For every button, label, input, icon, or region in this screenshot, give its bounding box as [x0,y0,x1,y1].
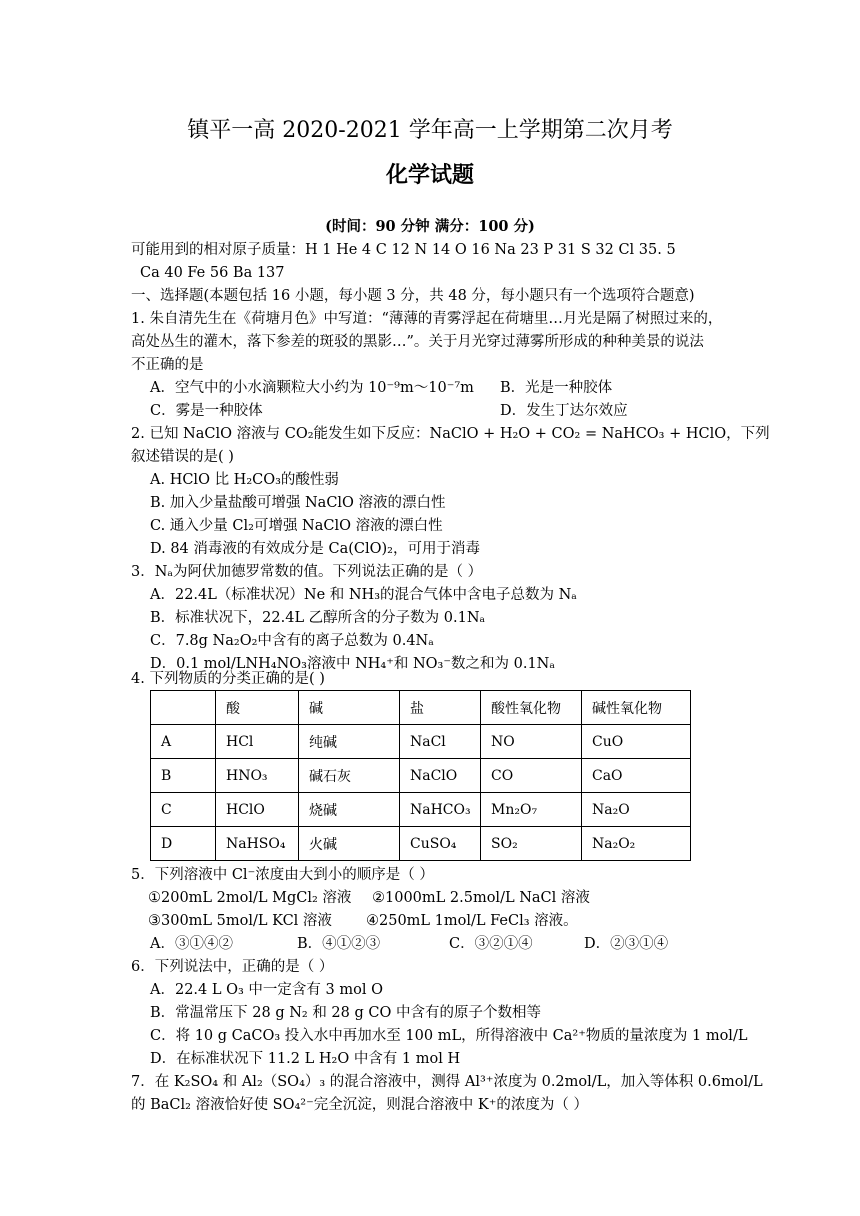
q5-option-c: C．③②①④ [449,936,533,952]
table-cell: HClO [216,793,299,827]
q2-option-b: B. 加入少量盐酸可增强 NaClO 溶液的漂白性 [150,495,446,511]
table-header-cell: 酸性氧化物 [481,691,582,725]
q3-option-b: B．标准状况下，22.4L 乙醇所含的分子数为 0.1Nₐ [150,610,486,626]
q3-stem: 3．Nₐ为阿伏加德罗常数的值。下列说法正确的是（ ） [131,564,483,580]
table-header-cell: 碱 [299,691,400,725]
table-cell: A [151,725,216,759]
q5-item-1: ①200mL 2mol/L MgCl₂ 溶液 [148,890,352,906]
table-cell: NaClO [400,759,481,793]
q5-item-3: ③300mL 5mol/L KCl 溶液 [148,913,332,929]
table-row [151,827,691,861]
table-cell: SO₂ [481,827,582,861]
table-cell: 火碱 [299,827,400,861]
table-cell: C [151,793,216,827]
classification-table [150,690,691,861]
table-cell: B [151,759,216,793]
q1-option-d: D．发生丁达尔效应 [500,403,628,419]
time-info: (时间：90 分钟 满分：100 分) [325,218,535,235]
q7-line1: 7．在 K₂SO₄ 和 Al₂（SO₄）₃ 的混合溶液中，测得 Al³⁺浓度为 0.2mol/L，加入等体积 0.6mol/L [131,1074,763,1090]
table-cell: HCl [216,725,299,759]
table-cell: CuO [582,725,691,759]
atomic-masses-line1: 可能用到的相对原子质量：H 1 He 4 C 12 N 14 O 16 Na 23 P 31 S 32 Cl 35. 5 [131,242,676,258]
q3-option-a: A．22.4L（标准状况）Ne 和 NH₃的混合气体中含电子总数为 Nₐ [150,587,577,603]
table-header-cell: 碱性氧化物 [582,691,691,725]
table-row [151,793,691,827]
q5-item-2: ②1000mL 2.5mol/L NaCl 溶液 [372,890,590,906]
q6-option-b: B．常温常压下 28 g N₂ 和 28 g CO 中含有的原子个数相等 [150,1005,541,1021]
q3-option-c: C．7.8g Na₂O₂中含有的离子总数为 0.4Nₐ [150,633,434,649]
q5-item-4: ④250mL 1mol/L FeCl₃ 溶液。 [366,913,578,929]
table-cell: HNO₃ [216,759,299,793]
table-cell: Na₂O₂ [582,827,691,861]
table-header-row [151,691,691,725]
table-cell: Mn₂O₇ [481,793,582,827]
table-cell: 烧碱 [299,793,400,827]
table-row [151,759,691,793]
q6-option-c: C．将 10 g CaCO₃ 投入水中再加水至 100 mL，所得溶液中 Ca²⁺物质的量浓度为 1 mol/L [150,1028,748,1044]
q3-option-d: D．0.1 mol/LNH₄NO₃溶液中 NH₄⁺和 NO₃⁻数之和为 0.1Nₐ [150,656,555,672]
q2-line2: 叙述错误的是( ) [131,449,234,465]
q5-option-b: B．④①②③ [297,936,381,952]
q1-option-a: A．空气中的小水滴颗粒大小约为 10⁻⁹m～10⁻⁷m [150,380,474,396]
q4-stem: 4. 下列物质的分类正确的是( ) [131,671,325,687]
q6-option-d: D．在标准状况下 11.2 L H₂O 中含有 1 mol H [150,1051,461,1067]
q2-option-a: A. HClO 比 H₂CO₃的酸性弱 [150,472,339,488]
table-header-cell: 盐 [400,691,481,725]
q6-stem: 6．下列说法中，正确的是（ ） [131,959,334,975]
exam-title: 镇平一高 2020-2021 学年高一上学期第二次月考 [187,118,673,143]
table-header-cell: 酸 [216,691,299,725]
q1-line1: 1. 朱自清先生在《荷塘月色》中写道：“薄薄的青雾浮起在荷塘里…月光是隔了树照过来的， [131,311,723,327]
q2-line1: 2. 已知 NaClO 溶液与 CO₂能发生如下反应：NaClO + H₂O + CO₂ = NaHCO₃ + HClO，下列 [131,426,770,442]
table-cell: NO [481,725,582,759]
q1-line3: 不正确的是 [131,357,204,373]
table-cell: Na₂O [582,793,691,827]
q1-option-c: C．雾是一种胶体 [150,403,263,419]
exam-subject: 化学试题 [385,162,474,188]
table-cell: NaHSO₄ [216,827,299,861]
q2-option-c: C. 通入少量 Cl₂可增强 NaClO 溶液的漂白性 [150,518,443,534]
table-header-cell [151,691,216,725]
q5-stem: 5．下列溶液中 Cl⁻浓度由大到小的顺序是（ ） [131,867,434,883]
table-cell: 纯碱 [299,725,400,759]
q5-option-d: D．②③①④ [584,936,669,952]
q1-line2: 高处丛生的灌木，落下参差的斑驳的黑影…”。关于月光穿过薄雾所形成的种种美景的说法 [131,334,704,350]
table-cell: NaHCO₃ [400,793,481,827]
table-cell: 碱石灰 [299,759,400,793]
table-cell: CO [481,759,582,793]
q5-option-a: A．③①④② [150,936,233,952]
table-cell: CaO [582,759,691,793]
q6-option-a: A．22.4 L O₃ 中一定含有 3 mol O [150,982,383,998]
table-row [151,725,691,759]
section1-heading: 一、选择题(本题包括 16 小题，每小题 3 分，共 48 分，每小题只有一个选项符合题意) [131,288,695,304]
atomic-masses-line2: Ca 40 Fe 56 Ba 137 [140,265,285,281]
q2-option-d: D. 84 消毒液的有效成分是 Ca(ClO)₂，可用于消毒 [150,541,480,557]
table-cell: CuSO₄ [400,827,481,861]
q7-line2: 的 BaCl₂ 溶液恰好使 SO₄²⁻完全沉淀，则混合溶液中 K⁺的浓度为（ ） [131,1097,588,1113]
table-cell: D [151,827,216,861]
q1-option-b: B．光是一种胶体 [500,380,613,396]
table-cell: NaCl [400,725,481,759]
